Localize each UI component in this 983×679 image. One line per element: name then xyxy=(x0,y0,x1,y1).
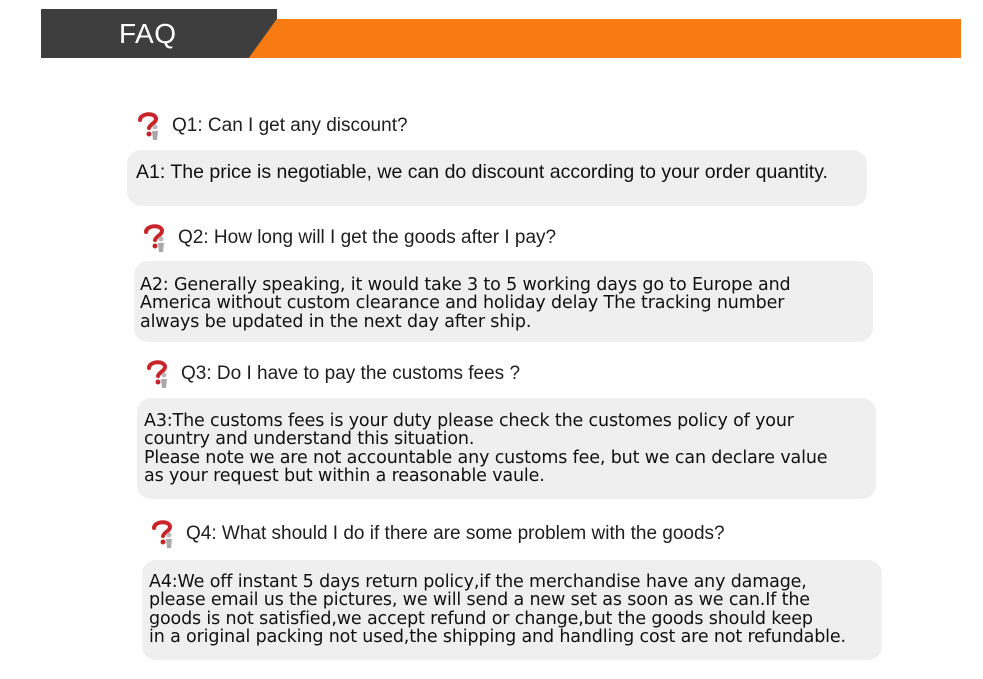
question-text: Q1: Can I get any discount? xyxy=(172,115,408,136)
answer-text: A4:We off instant 5 days return policy,if the merchandise have any damage, please email us the pictures, we will send a new set as soon as we can.If the goods is not satisfied,we accept refund or change,but the goods should keep in a original packing not used,the shipping and handling cost are not refundable. xyxy=(149,572,846,647)
faq-question-3 xyxy=(145,359,520,389)
question-mark-person-icon xyxy=(145,359,171,389)
question-text: Q4: What should I do if there are some problem with the goods? xyxy=(186,523,725,544)
question-text: Q3: Do I have to pay the customs fees ? xyxy=(181,363,521,384)
faq-answer-4 xyxy=(142,560,882,660)
faq-answer-3 xyxy=(137,398,876,499)
faq-banner xyxy=(0,0,983,70)
answer-text: A3:The customs fees is your duty please check the customes policy of your country and understand this situation. Please note we are not accountable any customs fee, but we can declare value as your request but within a reasonable vaule. xyxy=(144,411,828,486)
answer-text: A2: Generally speaking, it would take 3 to 5 working days go to Europe and America without custom clearance and holiday delay The tracking number always be updated in the next day after ship. xyxy=(140,275,791,332)
faq-question-4 xyxy=(150,519,725,549)
question-text: Q2: How long will I get the goods after I pay? xyxy=(178,227,557,248)
page-title: FAQ xyxy=(119,18,177,49)
faq-question-2 xyxy=(142,223,556,253)
faq-answer-1 xyxy=(127,150,867,206)
faq-question-1 xyxy=(136,111,408,141)
faq-answer-2 xyxy=(134,261,873,342)
answer-text: A1: The price is negotiable, we can do discount according to your order quantity. xyxy=(136,161,828,183)
question-mark-person-icon xyxy=(142,223,168,253)
banner-orange-bar xyxy=(248,19,961,58)
question-mark-person-icon xyxy=(150,519,176,549)
question-mark-person-icon xyxy=(136,111,162,141)
